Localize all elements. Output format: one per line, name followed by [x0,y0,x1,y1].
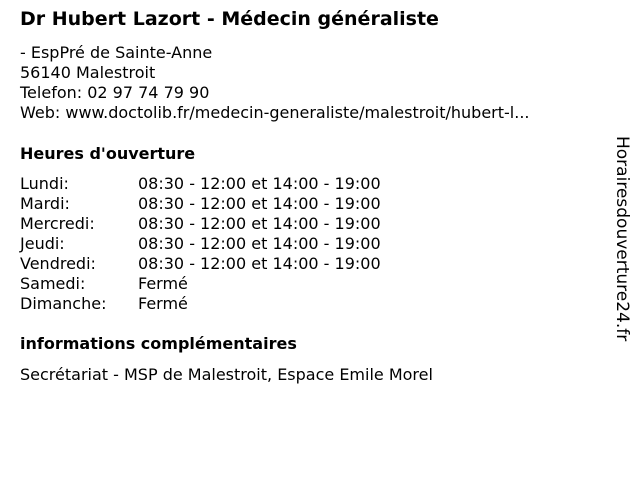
day-hours: Fermé [138,294,188,313]
brand-watermark: Horairesdouverture24.fr [612,136,632,342]
hours-row-monday [20,174,381,194]
hours-row-sunday [20,294,381,314]
hours-row-thursday [20,234,381,254]
day-hours: 08:30 - 12:00 et 14:00 - 19:00 [138,194,381,213]
day-hours: Fermé [138,274,188,293]
info-heading: informations complémentaires [20,334,297,353]
address-street: - EspPré de Sainte-Anne [20,43,213,62]
hours-row-friday [20,254,381,274]
page-title: Dr Hubert Lazort - Médecin généraliste [20,8,439,30]
day-hours: 08:30 - 12:00 et 14:00 - 19:00 [138,254,381,273]
hours-row-saturday [20,274,381,294]
address-block [20,43,529,123]
hours-heading: Heures d'ouverture [20,144,196,163]
day-hours: 08:30 - 12:00 et 14:00 - 19:00 [138,214,381,233]
website-link: Web: www.doctolib.fr/medecin-generaliste/malestroit/hubert-l... [20,103,530,122]
hours-row-tuesday [20,194,381,214]
day-label: Lundi: [20,174,69,193]
day-hours: 08:30 - 12:00 et 14:00 - 19:00 [138,174,381,193]
hours-row-wednesday [20,214,381,234]
day-label: Samedi: [20,274,86,293]
day-label: Dimanche: [20,294,107,313]
day-label: Mardi: [20,194,70,213]
day-label: Mercredi: [20,214,95,233]
info-text: Secrétariat - MSP de Malestroit, Espace Emile Morel [20,365,433,384]
address-city: 56140 Malestroit [20,63,156,82]
day-label: Vendredi: [20,254,96,273]
hours-table [20,174,381,314]
day-label: Jeudi: [20,234,65,253]
day-hours: 08:30 - 12:00 et 14:00 - 19:00 [138,234,381,253]
phone-number: Telefon: 02 97 74 79 90 [20,83,210,102]
